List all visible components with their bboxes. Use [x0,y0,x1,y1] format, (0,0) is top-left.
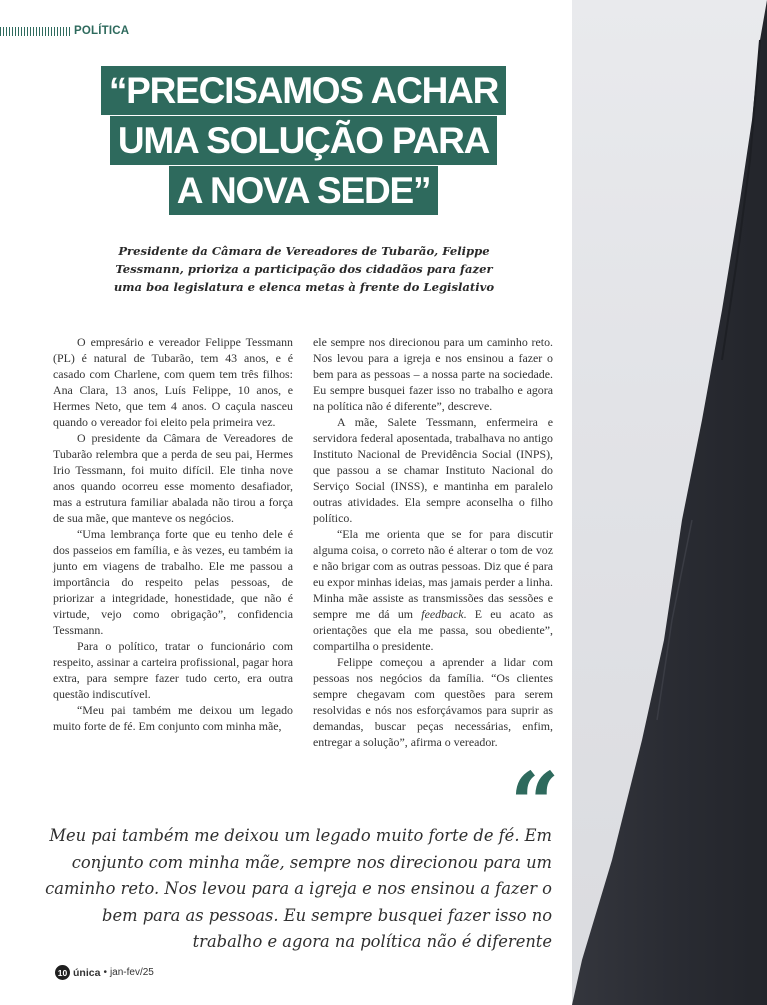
footer-separator: • [103,967,107,978]
headline-line-3: A NOVA SEDE” [169,166,439,215]
body-paragraph: A mãe, Salete Tessmann, enfermeira e servidora federal aposentada, trabalhava no antigo Instituto Nacional de Previdência Social (INPS), que passou a se chamar Instituto Nacional do Serviço Social (INSS), e mantinha em paralelo outras atividades. Ela sempre aconselha o filho político. [313,415,553,525]
body-paragraph: Felippe começou a aprender a lidar com pessoas nos negócios da família. “Os clientes sempre chegavam com questões para serem resolvidas e nós nos esforçávamos para suprir as demandas, buscar peças necessárias, enfim, entregar a solução”, afirma o vereador. [313,655,553,749]
pull-quote: Meu pai também me deixou um legado muito forte de fé. Em conjunto com minha mãe, sempre nos direcionou para um caminho reto. Nos levou para a igreja e nos ensinou a fazer o bem para as pessoas. Eu sempre busquei fazer isso no trabalho e agora na política não é diferente [45,826,552,951]
page-number-badge: 10 [55,965,70,980]
italic-term: feedback [421,607,464,621]
portrait-photo [572,0,767,1005]
article-deck: Presidente da Câmara de Vereadores de Tubarão, Felippe Tessmann, prioriza a participação dos cidadãos para fazer uma boa legislatura e elenca metas à frente do Legislativo [113,244,495,294]
issue-date: jan-fev/25 [109,967,154,978]
body-paragraph: Para o político, tratar o funcionário com respeito, assinar a carteira profissional, pagar hora extra, para sempre fazer tudo certo, era outra questão indiscutível. [53,639,293,701]
headline-line-2: UMA SOLUÇÃO PARA [110,116,497,165]
headline-line-1: “PRECISAMOS ACHAR [101,66,506,115]
quote-mark-icon: “ [510,754,560,855]
section-label: POLÍTICA [74,25,130,37]
body-column-right [313,334,553,750]
body-paragraph: “Meu pai também me deixou um legado muito forte de fé. Em conjunto com minha mãe, [53,703,293,733]
headline [40,66,567,216]
body-column-left [53,334,293,734]
body-paragraph: O presidente da Câmara de Vereadores de Tubarão relembra que a perda de seu pai, Hermes Irio Tessmann, foi muito difícil. Ele tinha nove anos quando ocorreu esse momento desafiador, mas a estrutura familiar abalada não tirou a força de sua mãe, que manteve os negócios. [53,431,293,525]
section-bars-decoration [0,27,70,36]
body-paragraph-feedback [313,526,553,654]
body-paragraph: “Uma lembrança forte que eu tenho dele é dos passeios em família, e às vezes, eu também ia junto em viagens de trabalho. Ele me passou a importância do respeito pelas pessoas, de priorizar a integridade, honestidade, que não é virtude, vejo como obrigação”, confidencia Tessmann. [53,527,293,637]
text-run: “Ela me orienta que se for para discutir alguma coisa, o correto não é alterar o tom de voz e não brigar com as outras pessoas. Diz que é para eu expor minhas ideias, mas jamais perder a linha. Minha mãe assiste as transmissões das sessões e sempre me dá um [313,527,553,621]
body-paragraph: O empresário e vereador Felippe Tessmann (PL) é natural de Tubarão, tem 43 anos, e é casado com Charlene, com quem tem três filhos: Ana Clara, 13 anos, Luís Felippe, 10 anos, e Hermes Neto, que tem 4 anos. O caçula nasceu quando o vereador foi eleito pela primeira vez. [53,335,293,429]
text-run: . E eu acato as orientações que ela me passa, sou obediente”, compartilha o presidente. [313,607,553,653]
body-paragraph-continued: ele sempre nos direcionou para um caminho reto. Nos levou para a igreja e nos ensinou a fazer o bem para as pessoas – a nossa parte na sociedade. Eu sempre busquei fazer isso no trabalho e agora na política não é diferente”, descreve. [313,335,553,413]
suit-figure [572,0,767,1005]
magazine-name: única [73,966,101,979]
section-header [0,22,129,40]
page-footer [55,965,154,980]
